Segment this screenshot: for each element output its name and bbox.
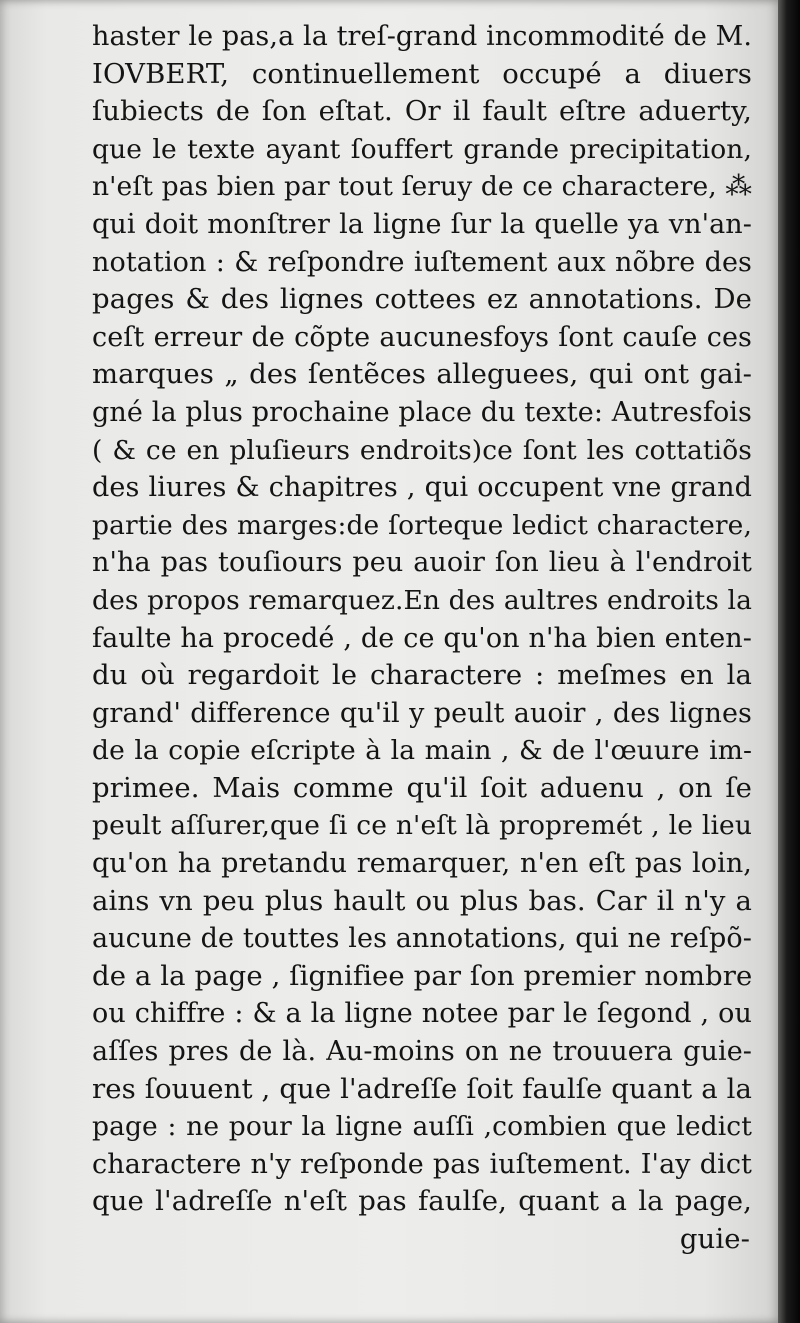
- text-line: n'eſt pas bien par tout ſeruy de ce charactere, ⁂: [92, 171, 752, 203]
- text-line: que le texte ayant ſouffert grande precipitation,: [92, 133, 752, 165]
- text-line: ceſt erreur de cõpte aucunesfoys ſont cauſe ces: [92, 321, 752, 353]
- text-line: gné la plus prochaine place du texte: Autresfois: [92, 396, 752, 428]
- text-line: des propos remarquez.En des aultres endroits la: [92, 584, 752, 616]
- text-line: partie des marges:de ſorteque ledict charactere,: [92, 509, 752, 541]
- text-line: qu'on ha pretandu remarquer, n'en eſt pas loin,: [92, 848, 752, 880]
- text-line: ſubiects de ſon eſtat. Or il fault eſtre aduerty,: [92, 95, 752, 128]
- text-line: de la copie eſcripte à la main , & de l'œuure im-: [92, 735, 752, 767]
- text-line: de a la page , ſignifiee par ſon premier nombre: [92, 959, 753, 992]
- text-line: marques „ des ſentẽces alleguees, qui ont gai-: [92, 358, 752, 391]
- text-line: charactere n'y reſponde pas iuſtement. I'ay dict: [92, 1148, 752, 1180]
- text-line: pages & des lignes cottees ez annotations. De: [92, 283, 752, 316]
- text-line: ( & ce en pluſieurs endroits)ce ſont les cottatiõs: [92, 434, 752, 466]
- text-line: grand' difference qu'il y peult auoir , des lignes: [92, 697, 752, 729]
- text-line: ains vn peu plus hault ou plus bas. Car il n'y a: [92, 884, 752, 917]
- text-line: primee. Mais comme qu'il ſoit aduenu , on ſe: [92, 771, 752, 804]
- text-line: peult aſſurer,que ſi ce n'eſt là propremét , le lieu: [92, 810, 752, 842]
- text-line: n'ha pas touſiours peu auoir ſon lieu à l'endroit: [92, 547, 752, 579]
- page-edge-shadow: [778, 0, 800, 1323]
- catchword: guie-: [679, 1223, 750, 1255]
- text-line: ou chiffre : & a la ligne notee par le ſegond , ou: [92, 998, 752, 1030]
- text-line: aſſes pres de là. Au-moins on ne trouuera guie-: [92, 1036, 752, 1068]
- text-line: que l'adreſſe n'eſt pas faulſe, quant a la page,: [92, 1185, 752, 1218]
- text-line: aucune de touttes les annotations, qui ne reſpõ-: [92, 923, 752, 955]
- text-line: page : ne pour la ligne auſſi ,combien que ledict: [92, 1111, 752, 1143]
- text-line: des liures & chapitres , qui occupent vne grand: [92, 472, 752, 504]
- text-line: qui doit monſtrer la ligne ſur la quelle ya vn'an-: [92, 208, 752, 240]
- text-line: haster le pas,a la treſ-grand incommodité de M.: [92, 21, 753, 52]
- text-block: [92, 18, 752, 1259]
- text-line: faulte ha procedé , de ce qu'on n'ha bien enten-: [92, 622, 752, 654]
- text-line: IOVBERT, continuellement occupé a diuers: [92, 57, 752, 90]
- text-line: res ſouuent , que l'adreſſe ſoit faulſe quant a la: [92, 1072, 752, 1105]
- text-line: notation : & reſpondre iuſtement aux nõbre des: [92, 246, 752, 278]
- text-line: du où regardoit le charactere : meſmes en la: [92, 659, 752, 692]
